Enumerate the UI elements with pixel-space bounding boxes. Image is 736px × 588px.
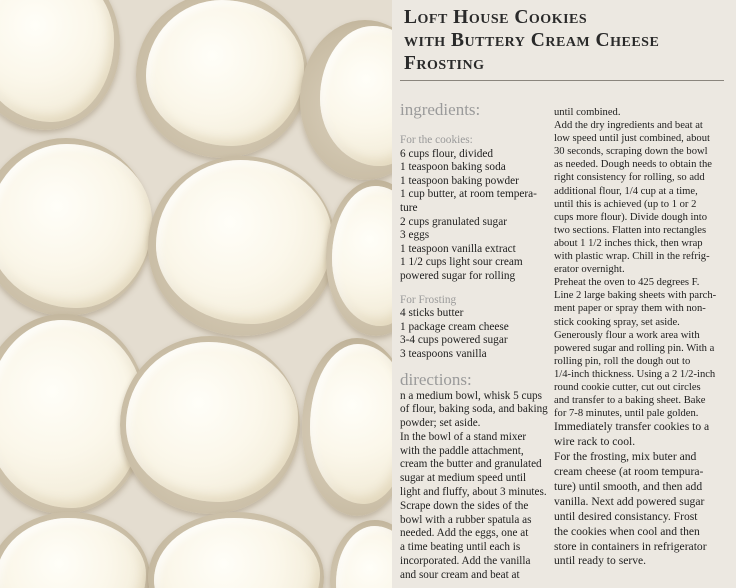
ingredient-item: 4 sticks butter [400,307,464,320]
frosting-ingredients-list [400,307,550,361]
ingredient-item: 1 teaspoon baking powder [400,174,519,187]
direction-line: 1/4-inch thickness. Using a 2 1/2-inch [554,368,716,380]
direction-line: round cookie cutter, cut out circles [554,381,701,393]
ingredient-item: ture [400,201,418,214]
ingredient-item: 3 teaspoons vanilla [400,347,487,360]
direction-line: light and fluffy, about 3 minutes. [400,486,547,499]
direction-line: low speed until just combined, about [554,133,710,145]
direction-line: right consistency for rolling, so add [554,172,705,184]
ingredient-item: 2 cups granulated sugar [400,215,507,228]
ingredients-heading: ingredients: [400,100,481,119]
direction-line: rolling pin, roll the dough out to [554,355,691,367]
direction-line: bowl with a rubber spatula as [400,513,532,526]
direction-line: Preheat the oven to 425 degrees F. [554,277,700,289]
direction-line: For the frosting, mix buter and [554,450,697,464]
frosting-subheading: For Frosting [400,293,457,306]
direction-line: Add the dry ingredients and beat at [554,120,703,132]
direction-line: two sections. Flatten into rectangles [554,224,707,236]
directions-left [400,390,550,583]
direction-line: with the paddle attachment, [400,444,524,457]
direction-line: until desired consistancy. Frost [554,509,698,523]
direction-line: needed. Add the eggs, one at [400,527,529,540]
title-line: Loft House Cookies [404,7,588,28]
direction-line: incorporated. Add the vanilla [400,555,531,568]
direction-line: wire rack to cool. [554,435,636,449]
direction-line: powder; set aside. [400,417,481,430]
direction-line: Scrape down the sides of the [400,499,529,512]
ingredient-item: 3 eggs [400,229,430,242]
direction-line: In the bowl of a stand mixer [400,430,527,443]
direction-line: a time beating until each is [400,541,521,554]
directions-heading: directions: [400,369,472,389]
direction-line: and sour cream and beat at [400,568,520,581]
direction-line: cream the butter and granulated [400,458,542,471]
ingredient-item: 1 cup butter, at room tempera- [400,188,537,201]
directions-right-large [554,420,730,569]
direction-line: Line 2 large baking sheets with parch- [554,290,717,302]
direction-line: and transfer to a baking sheet. Bake [554,395,706,407]
direction-line: stick cooking spray, set aside. [554,316,680,328]
direction-line: powered sugar and rolling pin. With a [554,342,715,354]
ingredient-item: 3-4 cups powered sugar [400,334,508,347]
ingredient-item: 6 cups flour, divided [400,147,494,160]
directions-right-small [554,106,730,420]
direction-line: sugar at medium speed until [400,472,527,485]
direction-line: vanilla. Next add powered sugar [554,494,705,508]
direction-line: n a medium bowl, whisk 5 cups [400,389,543,402]
cookie-frosting [156,160,332,324]
left-column [400,100,550,583]
recipe-panel [392,0,736,588]
ingredient-item: 1 teaspoon baking soda [400,161,506,174]
title-line: Frosting [404,53,485,74]
direction-line: until ready to serve. [554,554,647,568]
direction-line: store in containers in refrigerator [554,539,707,553]
direction-line: 30 seconds, scraping down the bowl [554,146,708,158]
ingredient-item: 1 package cream cheese [400,320,509,333]
ingredient-item: powered sugar for rolling [400,269,516,282]
cookies-subheading: For the cookies: [400,134,473,146]
direction-line: ment paper or spray them with non- [554,303,706,315]
direction-line: with plastic wrap. Chill in the refrig- [554,251,710,263]
title-line: with Buttery Cream Cheese [404,30,660,51]
right-column [554,106,730,569]
direction-line: cups more flour). Divide dough into [554,211,707,223]
direction-line: Immediately transfer cookies to a [554,420,710,434]
direction-line: for 7-8 minutes, until pale golden. [554,408,699,420]
cookie-frosting [126,342,298,502]
direction-line: as needed. Dough needs to obtain the [554,159,712,171]
ingredient-item: 1 1/2 cups light sour cream [400,256,523,269]
direction-line: additional flour, 1/4 cup at a time, [554,185,698,197]
ingredient-item: 1 teaspoon vanilla extract [400,242,516,255]
direction-line: the cookies when cool and then [554,524,700,538]
direction-line: of flour, baking soda, and baking [400,403,548,416]
direction-line: until combined. [554,107,621,118]
cookie-ingredients-list [400,148,550,284]
cookie-frosting [146,0,304,146]
direction-line: about 1 1/2 inches thick, then wrap [554,237,703,249]
direction-line: Generously flour a work area with [554,329,700,341]
recipe-title [404,6,726,75]
direction-line: erator overnight. [554,264,625,276]
direction-line: ture) until smooth, and then add [554,479,703,493]
direction-line: until this is achieved (up to 1 or 2 [554,198,697,210]
title-divider [400,80,724,81]
direction-line: cream cheese (at room tempura- [554,464,704,478]
